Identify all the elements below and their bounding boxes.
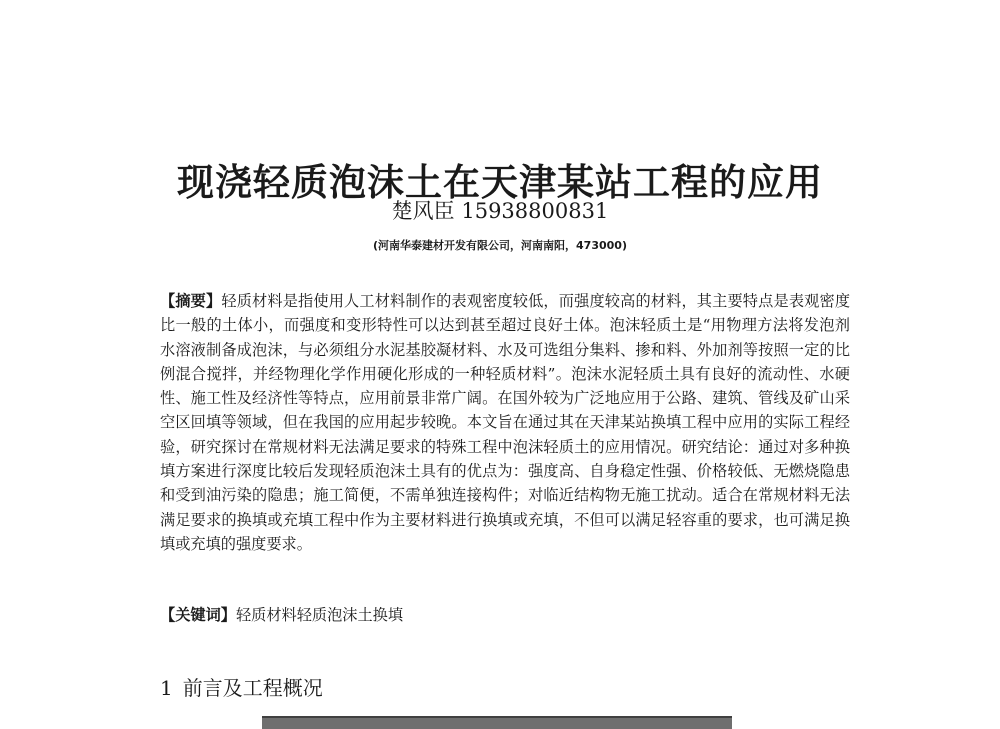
paper-title: 现浇轻质泡沫土在天津某站工程的应用 <box>177 160 823 204</box>
affiliation: (河南华泰建材开发有限公司，河南南阳，473000) <box>373 239 627 252</box>
abstract-paragraph <box>160 289 850 556</box>
section-title: 前言及工程概况 <box>182 676 323 700</box>
keywords-label: 【关键词】 <box>160 606 236 624</box>
figure-top-edge <box>262 716 732 729</box>
abstract-label: 【摘要】 <box>160 292 222 310</box>
author-line: 楚风臣 15938800831 <box>391 199 609 223</box>
keywords-paragraph <box>160 603 850 627</box>
keywords-text: 轻质材料轻质泡沫土换填 <box>235 606 403 624</box>
section-number: 1 <box>160 676 173 700</box>
section-heading <box>160 674 323 702</box>
abstract-text: 轻质材料是指使用人工材料制作的表观密度较低，而强度较高的材料，其主要特点是表观密度比一般的土体小，而强度和变形特性可以达到甚至超过良好土体。泡沫轻质土是“用物理方法将发泡剂水溶液制备成泡沫，与必须组分水泥基胶凝材料、水及可选组分集料、掺和料、外加剂等按照一定的比例混合搅拌，并经物理化学作用硬化形成的一种轻质材料”。泡沫水泥轻质土具有良好的流动性、水硬性、施工性及经济性等特点，应用前景非常广阔。在国外较为广泛地应用于公路、建筑、管线及矿山采空区回填等领域，但在我国的应用起步较晚。本文旨在通过其在天津某站换填工程中应用的实际工程经验，研究探讨在常规材料无法满足要求的特殊工程中泡沫轻质土的应用情况。研究结论：通过对多种换填方案进行深度比较后发现轻质泡沫土具有的优点为：强度高、自身稳定性强、价格较低、无燃烧隐患和受到油污染的隐患；施工简便，不需单独连接构件；对临近结构物无施工扰动。适合在常规材料无法满足要求的换填或充填工程中作为主要材料进行换填或充填，不但可以满足轻容重的要求，也可满足换填或充填的强度要求。 <box>160 292 851 553</box>
